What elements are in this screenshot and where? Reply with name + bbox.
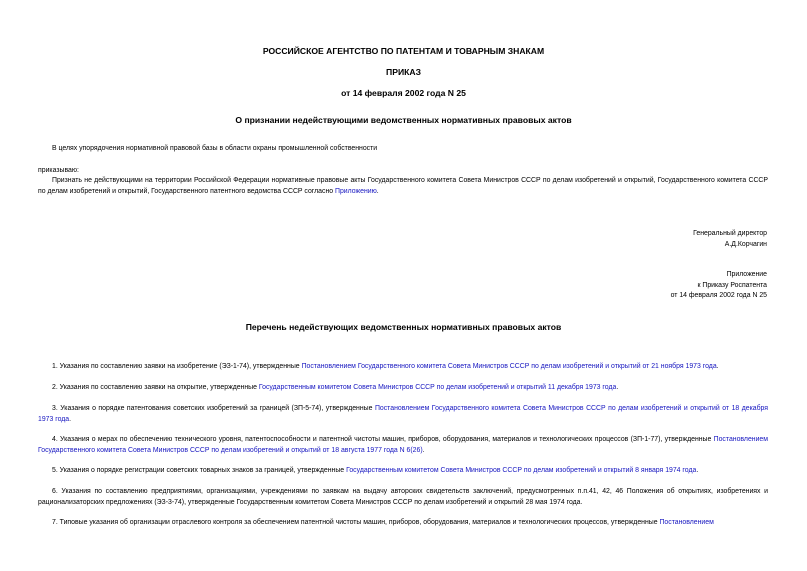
list-item: 4. Указания о мерах по обеспечению технического уровня, патентоспособности и патентной чистоты машин, приборов, оборудования, материалов и технологических процессов (ЗП-1-77), утвержденные Постановлением Государственного комитета Совета Министров СССР по делам изобретений и открытий от 18 августа 1977 года N 6(26). xyxy=(38,436,768,454)
list-item: 3. Указания о порядке патентования советских изобретений за границей (ЗП-5-74), утвержденные Постановлением Государственного комитета Совета Министров СССР по делам изобретений и открытий от 18 декабря 1973 года. xyxy=(38,405,769,423)
signature-name: А.Д.Корчагин xyxy=(724,240,767,248)
item-5-link[interactable]: Государственным комитетом Совета Министров СССР по делам изобретений и открытий 8 января 1974 года xyxy=(346,467,697,474)
orders-word: приказываю: xyxy=(38,167,79,174)
item-1-link[interactable]: Постановлением Государственного комитета Совета Министров СССР по делам изобретений и открытий от 21 ноября 1973 года xyxy=(301,363,717,370)
appendix-line-1: Приложение xyxy=(726,271,767,278)
order-text-body: Признать не действующими на территории Российской Федерации нормативные правовые акты Государственного комитета Совета Министров СССР по делам изобретений и открытий, Государственного комитета СССР по делам изобретений и открытий, Государственного патентного ведомства СССР согласно xyxy=(38,177,768,195)
list-item: 7. Типовые указания об организации отраслевого контроля за обеспечением патентной чистоты машин, приборов, оборудования, материалов и технологических процессов, утвержденные Постановлением xyxy=(52,519,714,526)
item-3-link[interactable]: Постановлением Государственного комитета Совета Министров СССР по делам изобретений и открытий от 18 декабря 1973 года xyxy=(38,405,769,423)
signature-block xyxy=(693,229,767,250)
signature-position: Генеральный директор xyxy=(693,230,767,237)
order-heading: ПРИКАЗ xyxy=(386,67,421,77)
item-2-link[interactable]: Государственным комитетом Совета Министров СССР по делам изобретений и открытий 11 декабря 1973 года xyxy=(258,384,617,391)
order-text-end: . xyxy=(376,187,379,195)
appendix-line-2: к Приказу Роспатента xyxy=(697,281,767,289)
list-title: Перечень недействующих ведомственных нормативных правовых актов xyxy=(245,322,562,332)
item-4-link[interactable]: Постановлением Государственного комитета Совета Министров СССР по делам изобретений и открытий от 18 августа 1977 года N 6(26) xyxy=(38,436,768,454)
list-item: 1. Указания по составлению заявки на изобретение (ЭЗ-1-74), утвержденные Постановлением Государственного комитета Совета Министров СССР по делам изобретений и открытий от 21 ноября 1973 года. xyxy=(52,363,719,370)
appendix-link[interactable]: Приложению xyxy=(335,187,377,195)
agency-title: РОССИЙСКОЕ АГЕНТСТВО ПО ПАТЕНТАМ И ТОВАРНЫМ ЗНАКАМ xyxy=(262,46,545,56)
order-text xyxy=(38,176,768,197)
list-item: 5. Указания о порядке регистрации советских товарных знаков за границей, утвержденные Государственным комитетом Совета Министров СССР по делам изобретений и открытий 8 января 1974 года. xyxy=(52,467,699,474)
preamble: В целях упорядочения нормативной правовой базы в области охраны промышленной собственности xyxy=(52,145,378,152)
appendix-block xyxy=(671,270,767,302)
list-item: 6. Указания по составлению предприятиями, организациями, учреждениями по заявкам на выдачу авторских свидетельств заключений, предусмотренных п.п.41, 42, 46 Положения об открытиях, изобретениях и рационализаторских предложениях (ЭЗ-3-74), утвержденные Государственным комитетом Совета Министров СССР по делам изобретений и открытий 28 мая 1974 года. xyxy=(38,488,768,506)
appendix-line-3: от 14 февраля 2002 года N 25 xyxy=(670,292,767,299)
order-date-number: от 14 февраля 2002 года N 25 xyxy=(341,88,466,98)
list-item: 2. Указания по составлению заявки на открытие, утвержденные Государственным комитетом Совета Министров СССР по делам изобретений и открытий 11 декабря 1973 года. xyxy=(52,384,619,391)
order-subject: О признании недействующими ведомственных нормативных правовых актов xyxy=(235,115,572,125)
item-7-link[interactable]: Постановлением xyxy=(659,519,714,526)
